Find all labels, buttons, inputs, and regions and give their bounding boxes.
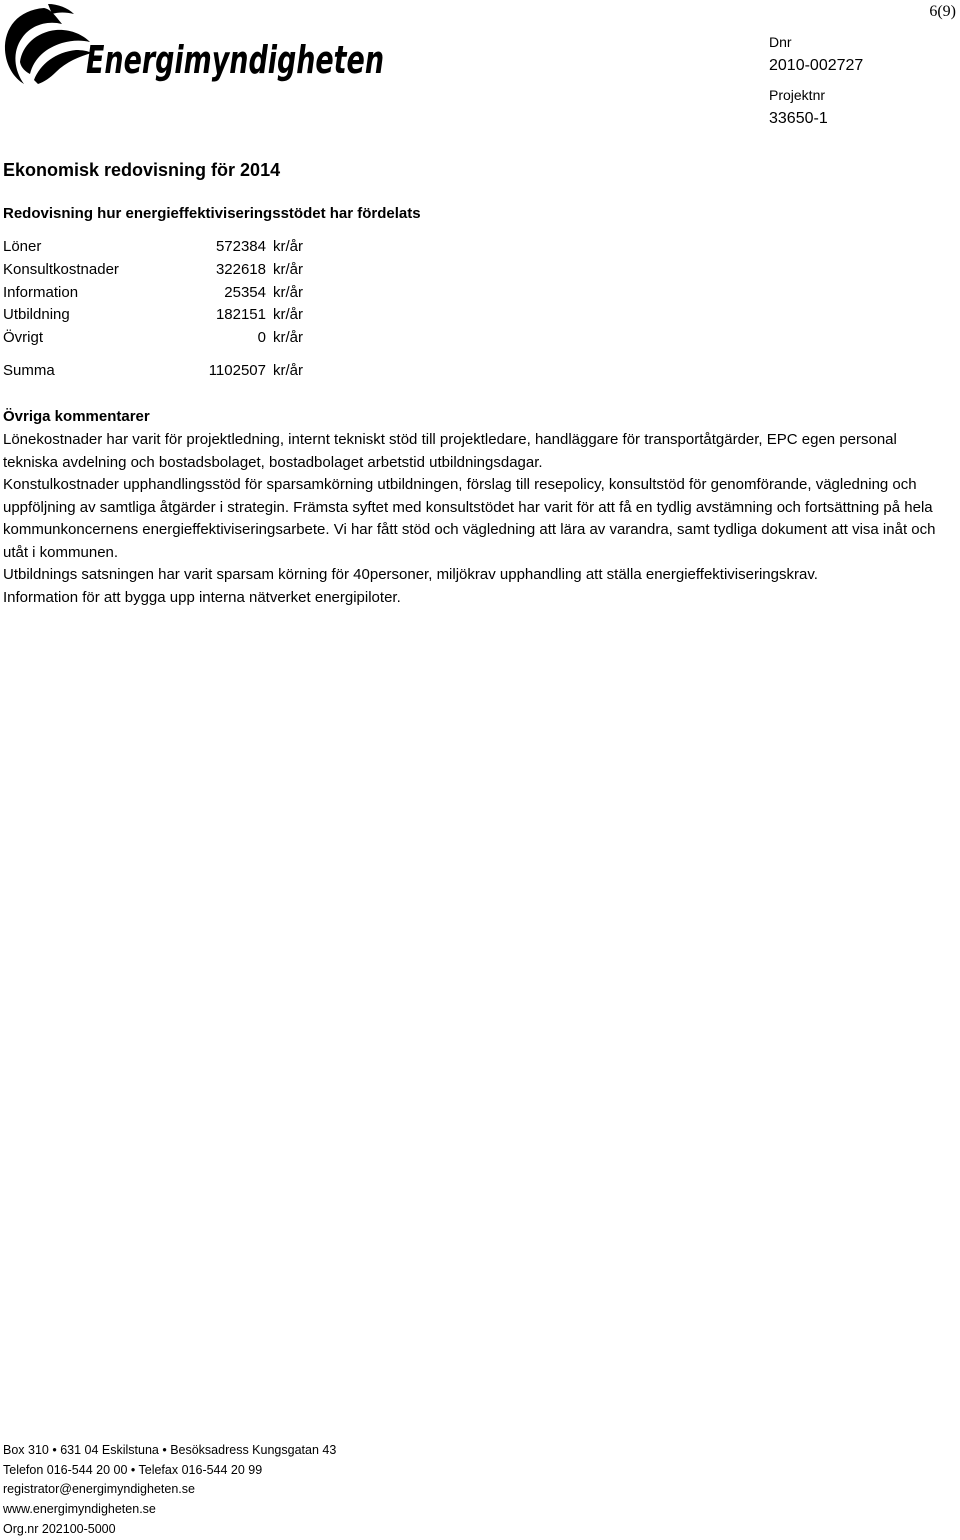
- cost-label: Information: [3, 284, 79, 301]
- footer-phone: Telefon 016-544 20 00 • Telefax 016-544 20 99: [3, 1462, 263, 1477]
- cost-value: 572384: [215, 238, 266, 255]
- dnr-value: 2010-002727: [769, 57, 864, 74]
- dnr-label: Dnr: [769, 34, 792, 50]
- logo-emblem-icon: [5, 4, 92, 84]
- cost-label: Löner: [3, 238, 42, 255]
- cost-value: 0: [257, 329, 266, 346]
- cost-value: 25354: [224, 284, 266, 301]
- comment-paragraph: Konstulkostnader upphandlingsstöd för sparsamkörning utbildningen, förslag till resepolicy, konsultstöd för genomförande, vägledning och uppföljning av samtliga åtgärder i strategin. Främsta syftet med konsultstödet har varit för att få en tydlig avstämning och fortsättning på hela kommunkoncernens energieffektiviseringsarbete. Vi har fått stöd och vägledning att lära av varandra, samt tydliga dokument att visa inåt och utåt i kommunen.: [3, 476, 936, 561]
- comment-paragraph: Lönekostnader har varit för projektledning, internt tekniskt stöd till projektledare, handläggare för transportåtgärder, EPC egen personal tekniska avdelning och bostadsbolaget, bostadbolaget arbetstid utbildningsdagar.: [3, 431, 897, 471]
- cost-value: 322618: [215, 261, 266, 278]
- footer-email: registrator@energimyndigheten.se: [3, 1482, 195, 1497]
- footer-website: www.energimyndigheten.se: [3, 1502, 156, 1517]
- cost-unit: kr/år: [273, 284, 303, 301]
- projektnr-label: Projektnr: [769, 87, 826, 103]
- comments-body: [3, 429, 943, 609]
- cost-total-value: 1102507: [208, 362, 266, 379]
- cost-label: Övrigt: [3, 329, 44, 346]
- cost-unit: kr/år: [273, 362, 303, 379]
- cost-label: Konsultkostnader: [3, 261, 119, 278]
- section-subtitle: Redovisning hur energieffektiviseringsstödet har fördelats: [3, 205, 421, 222]
- comments-heading: Övriga kommentarer: [3, 408, 150, 425]
- page-title: Ekonomisk redovisning för 2014: [3, 160, 281, 180]
- projektnr-value: 33650-1: [769, 110, 828, 127]
- page-number: 6(9): [929, 3, 956, 20]
- footer-address: Box 310 • 631 04 Eskilstuna • Besöksadress Kungsgatan 43: [3, 1443, 337, 1457]
- cost-label: Utbildning: [3, 306, 70, 323]
- logo-wordmark: Energimyndigheten: [86, 38, 384, 82]
- footer-org-number: Org.nr 202100-5000: [3, 1521, 116, 1536]
- cost-value: 182151: [215, 306, 266, 323]
- page-footer: [3, 1441, 336, 1540]
- cost-unit: kr/år: [273, 261, 303, 278]
- energimyndigheten-logo: [0, 0, 400, 90]
- cost-unit: kr/år: [273, 306, 303, 323]
- cost-total-label: Summa: [3, 362, 55, 379]
- cost-unit: kr/år: [273, 238, 303, 255]
- comment-paragraph: Utbildnings satsningen har varit sparsam körning för 40personer, miljökrav upphandling att ställa energieffektiviseringskrav.: [3, 566, 818, 583]
- cost-unit: kr/år: [273, 329, 303, 346]
- comment-paragraph: Information för att bygga upp interna nätverket energipiloter.: [3, 588, 401, 606]
